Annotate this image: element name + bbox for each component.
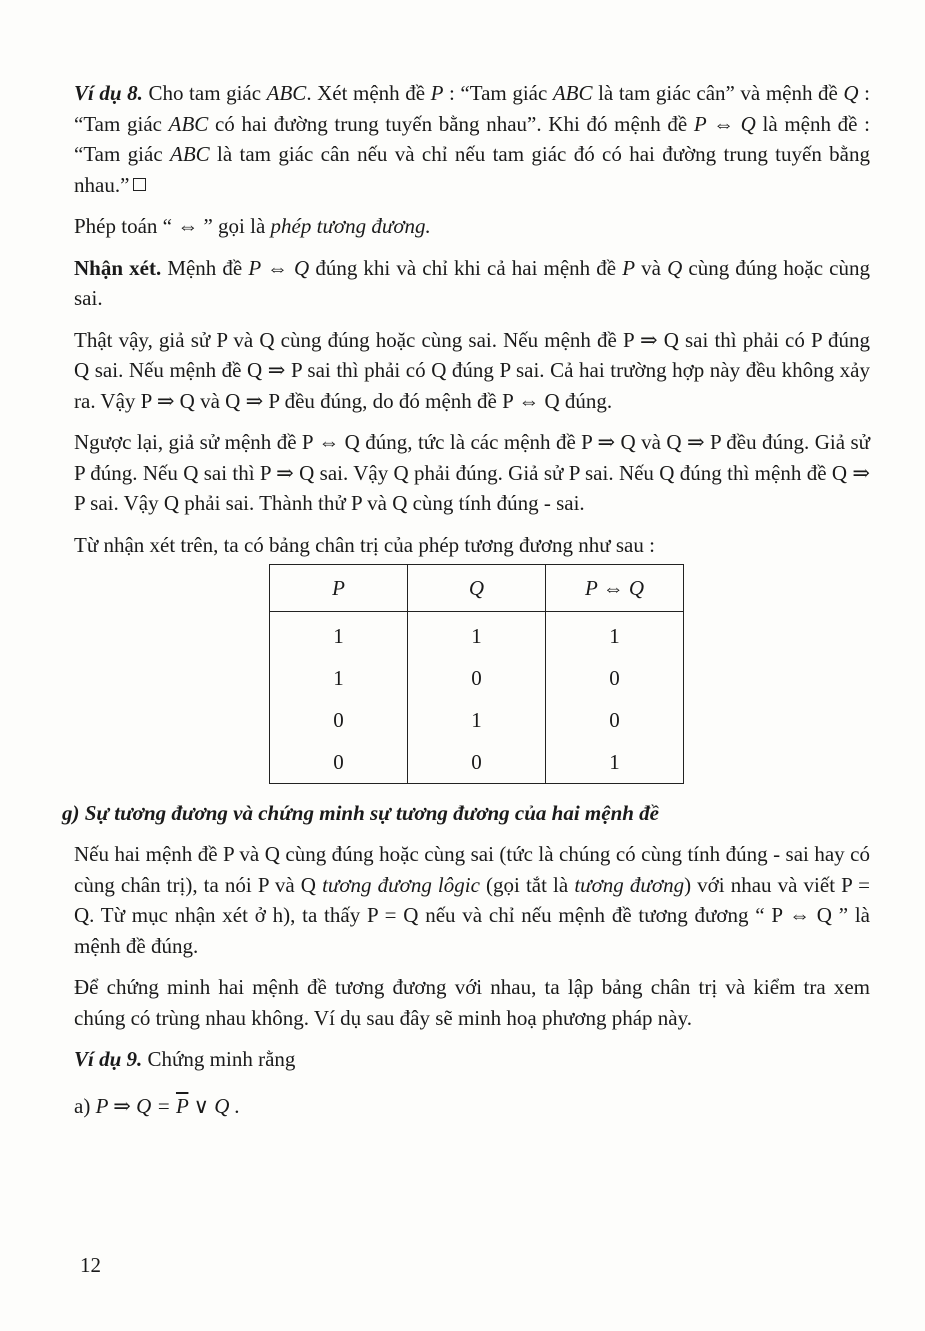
equivalence-paragraph: Nếu hai mệnh đề P và Q cùng đúng hoặc cùng sai (tức là chúng có cùng tính đúng - sai hay có cùng chân trị), ta nói P và Q tương đương lôgic (gọi tắt là tương đương) với nhau và viết P = Q. Từ mục nhận xét ở h), ta thấy P = Q nếu và chỉ nếu mệnh đề tương đương “ P ⇔ Q ” là mệnh đề đúng. <box>74 842 870 958</box>
conversely-paragraph: Ngược lại, giả sử mệnh đề P ⇔ Q đúng, tức là các mệnh đề P ⇒ Q và Q ⇒ P đều đúng. Giả sử P đúng. Nếu Q sai thì P ⇒ Q sai. Vậy Q phải đúng. Giả sử P sai. Nếu Q đúng thì mệnh đề Q ⇒ P sai. Vậy Q phải sai. Thành thử P và Q cùng tính đúng - sai. <box>74 430 870 515</box>
header-p: P <box>270 565 408 612</box>
table-row <box>270 657 684 699</box>
table-row <box>270 612 684 658</box>
term-equivalence: phép tương đương. <box>270 214 431 238</box>
truth-table <box>269 564 684 784</box>
table-cell: 0 <box>546 699 684 741</box>
page-content <box>62 78 870 1121</box>
page-number: 12 <box>80 1253 101 1277</box>
example-9-label: Ví dụ 9. <box>74 1047 143 1071</box>
table-cell: 1 <box>408 612 546 658</box>
remark-label: Nhận xét. <box>74 255 162 280</box>
table-cell: 0 <box>546 657 684 699</box>
example-8-paragraph: Ví dụ 8. Cho tam giác ABC. Xét mệnh đề P : “Tam giác ABC là tam giác cân” và mệnh đề Q : “Tam giác ABC có hai đường trung tuyến bằng nhau”. Khi đó mệnh đề P ⇔ Q là mệnh đề : “Tam giác ABC là tam giác cân nếu và chỉ nếu tam giác đó có hai đường trung tuyến bằng nhau.” <box>74 81 870 197</box>
example-8-label: Ví dụ 8. <box>74 81 143 105</box>
table-cell: 0 <box>408 657 546 699</box>
example-9-paragraph: Ví dụ 9. Chứng minh rằng <box>74 1047 296 1071</box>
table-row <box>270 741 684 784</box>
p-negation: $\overline{P}$ <box>175 1093 189 1118</box>
example-9-item-a: a) P ⇒ $Q = \overline{P}$ ∨ Q . <box>74 1093 240 1118</box>
prove-method-paragraph: Để chứng minh hai mệnh đề tương đương với nhau, ta lập bảng chân trị và kiểm tra xem chúng có trùng nhau không. Ví dụ sau đây sẽ minh hoạ phương pháp này. <box>74 975 870 1030</box>
header-p-iff-q: P ⇔ Q <box>546 565 684 612</box>
table-cell: 1 <box>270 612 408 658</box>
table-cell: 0 <box>270 699 408 741</box>
table-cell: 1 <box>546 741 684 784</box>
table-cell: 1 <box>546 612 684 658</box>
header-q: Q <box>408 565 546 612</box>
operation-definition: Phép toán “ ⇔ ” gọi là phép tương đương. <box>74 214 431 238</box>
remark-paragraph: Nhận xét. Mệnh đề P ⇔ Q đúng khi và chỉ khi cả hai mệnh đề P và Q cùng đúng hoặc cùng sai. <box>74 255 870 310</box>
section-g-heading: g) Sự tương đương và chứng minh sự tương đương của hai mệnh đề <box>62 801 660 825</box>
table-row <box>270 699 684 741</box>
indeed-paragraph: Thật vậy, giả sử P và Q cùng đúng hoặc cùng sai. Nếu mệnh đề P ⇒ Q sai thì phải có P đúng Q sai. Nếu mệnh đề Q ⇒ P sai thì phải có Q đúng P sai. Cả hai trường hợp này đều không xảy ra. Vậy P ⇒ Q và Q ⇒ P đều đúng, do đó mệnh đề P ⇔ Q đúng. <box>74 327 870 413</box>
table-intro: Từ nhận xét trên, ta có bảng chân trị của phép tương đương như sau : <box>74 532 655 557</box>
end-of-example-box-icon <box>133 178 146 191</box>
table-cell: 1 <box>408 699 546 741</box>
table-cell: 0 <box>408 741 546 784</box>
table-cell: 0 <box>270 741 408 784</box>
truth-table-header-row <box>270 565 684 612</box>
table-cell: 1 <box>270 657 408 699</box>
